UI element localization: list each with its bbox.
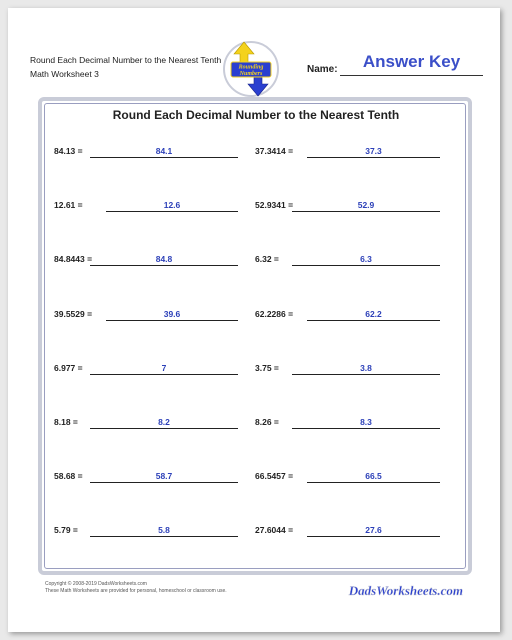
problem-answer: 52.9 [357,200,375,210]
problem-answer: 6.3 [360,254,372,264]
answer-line [307,536,440,537]
problem-row [255,363,440,383]
worksheet-frame-inner [44,103,466,569]
problem-answer: 7 [161,363,167,373]
problem-question: 3.75 = [255,363,279,373]
problem-question: 84.8443 = [54,254,93,264]
footer [45,581,227,595]
problem-row [54,146,238,166]
problem-row [54,525,238,545]
problem-row [54,471,238,491]
answer-line [307,482,440,483]
brand-text: DadsWorksheets.com [348,583,463,598]
name-line [340,75,483,76]
problem-answer: 8.3 [360,417,372,427]
problem-row [255,471,440,491]
footer-copyright: Copyright © 2008-2019 DadsWorksheets.com [45,581,147,587]
problem-row [54,200,238,220]
problem-row [255,254,440,274]
problem-answer: 84.1 [155,146,173,156]
problem-question: 8.18 = [54,417,78,427]
problem-answer: 8.2 [158,417,170,427]
problem-question: 8.26 = [255,417,279,427]
problem-question: 5.79 = [54,525,78,535]
answer-line [90,482,238,483]
problem-answer: 62.2 [365,309,382,319]
problem-question: 52.9341 = [255,200,294,210]
worksheet-header [30,53,221,81]
problem-question: 6.32 = [255,254,279,264]
problem-question: 27.6044 = [255,525,294,535]
answer-line [106,211,238,212]
problem-answer: 84.8 [155,254,173,264]
problem-question: 12.61 = [54,200,83,210]
problem-row [255,417,440,437]
problem-answer: 58.7 [155,471,173,481]
answer-line [90,536,238,537]
answer-line [90,157,238,158]
logo-top-text: Rounding [238,64,264,71]
problem-answer: 12.6 [163,200,181,210]
problem-question: 84.13 = [54,146,83,156]
problem-question: 62.2286 = [255,309,294,319]
footer-note: These Math Worksheets are provided for personal, homeschool or classroom use. [45,588,227,594]
problem-row [255,146,440,166]
problem-answer: 27.6 [365,525,382,535]
answer-line [292,265,440,266]
answer-line [90,265,238,266]
problem-row [255,525,440,545]
problem-row [255,200,440,220]
dadsworksheets-logo [330,580,465,600]
answer-key-label: Answer Key [362,52,461,71]
problem-question: 37.3414 = [255,146,294,156]
answer-line [307,157,440,158]
problem-question: 66.5457 = [255,471,294,481]
answer-line [106,320,238,321]
answer-line [307,320,440,321]
header-subtitle: Math Worksheet 3 [30,69,99,79]
answer-line [90,428,238,429]
problem-question: 6.977 = [54,363,83,373]
rounding-numbers-logo [222,38,280,100]
problem-question: 58.68 = [54,471,83,481]
problem-answer: 37.3 [365,146,382,156]
problem-answer: 39.6 [163,309,181,319]
header-title: Round Each Decimal Number to the Nearest Tenth [30,55,222,65]
logo-bottom-text: Numbers [239,71,263,77]
worksheet-frame [38,97,472,575]
answer-line [292,374,440,375]
problem-question: 39.5529 = [54,309,93,319]
answer-line [90,374,238,375]
answer-line [292,211,440,212]
problem-answer: 66.5 [365,471,382,481]
name-label: Name: [307,64,338,75]
problem-row [54,363,238,383]
answer-line [292,428,440,429]
problem-answer: 3.8 [360,363,372,373]
problem-row [54,417,238,437]
problem-row [54,254,238,274]
worksheet-title: Round Each Decimal Number to the Nearest Tenth [112,108,400,122]
problem-row [255,309,440,329]
problem-row [54,309,238,329]
problem-answer: 5.8 [158,525,170,535]
